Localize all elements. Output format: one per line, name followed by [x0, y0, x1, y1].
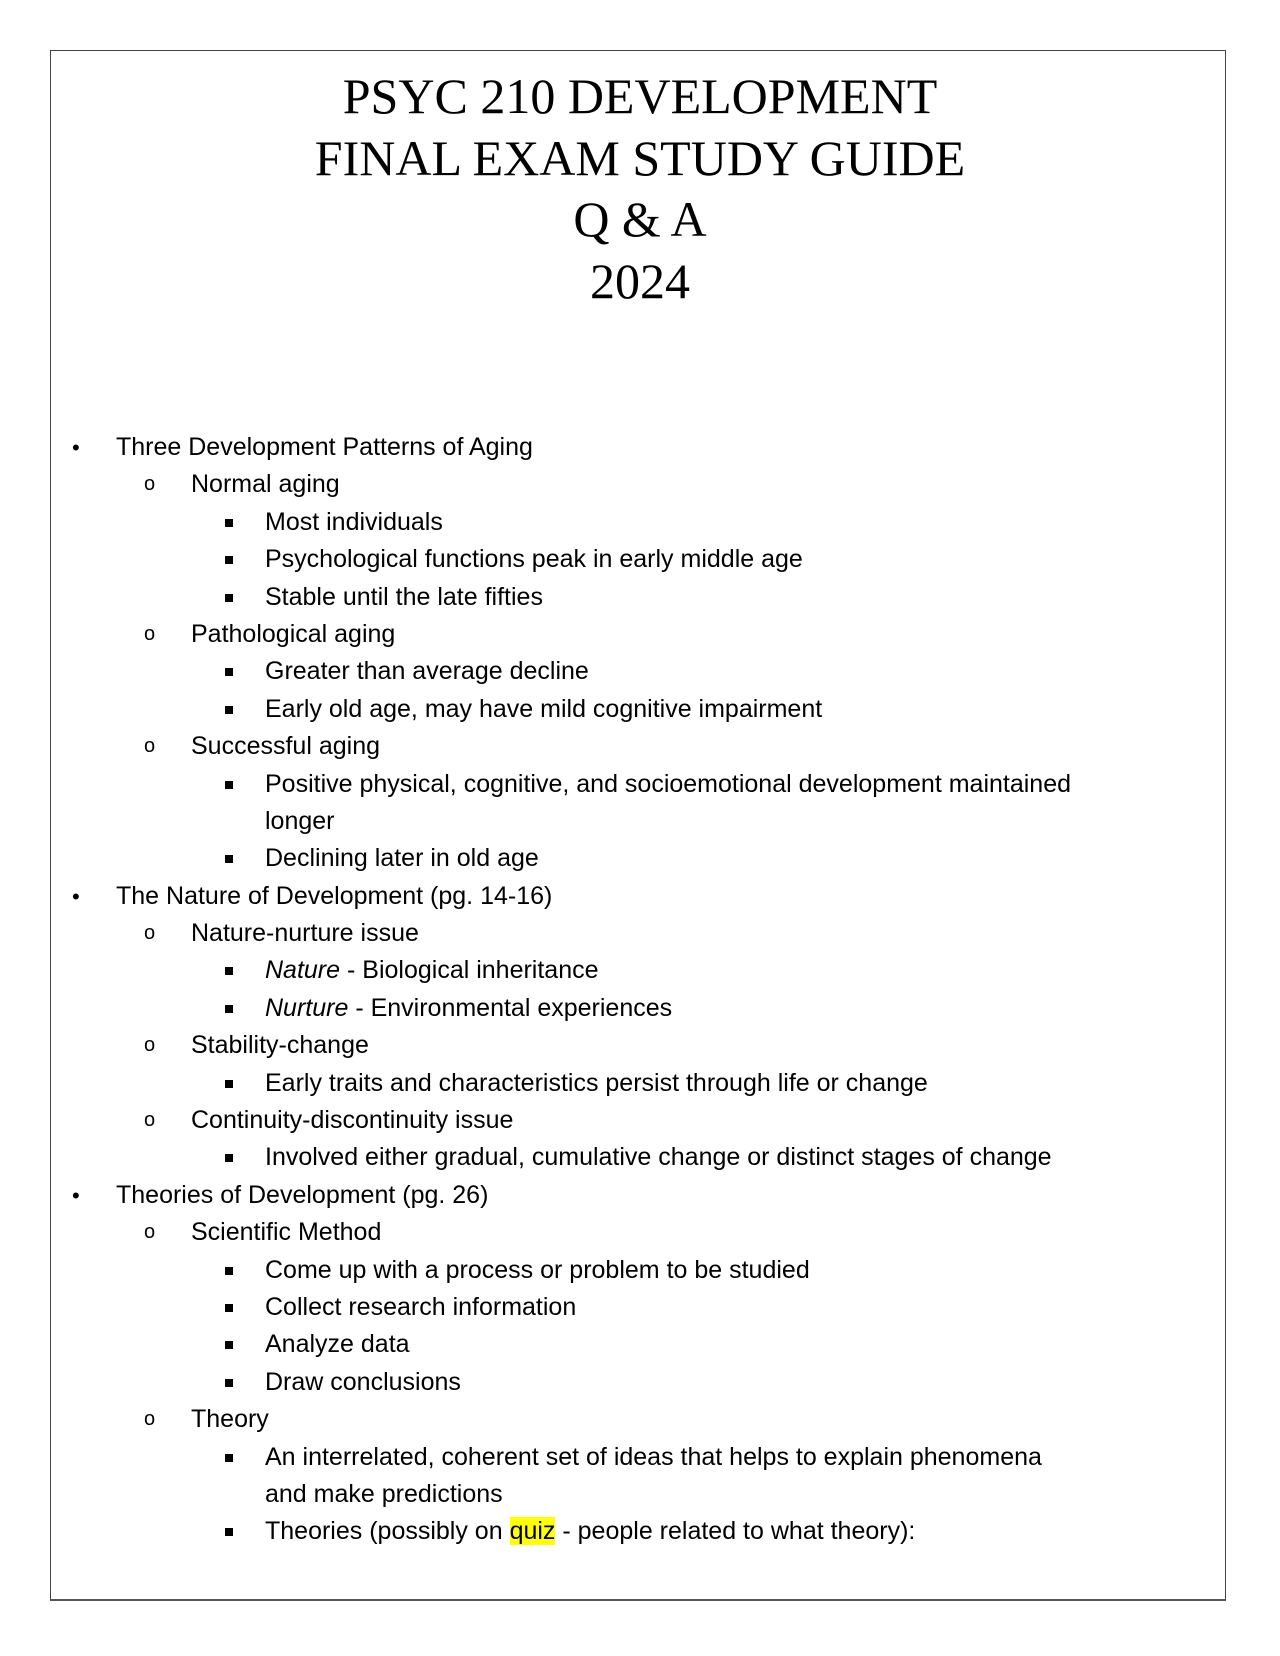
outline-item-level-2 — [0, 616, 1280, 653]
title-line: 2024 — [590, 252, 690, 309]
text: An interrelated, coherent set of ideas that helps to explain phenomena — [265, 1442, 1042, 1471]
outline-item-level-3 — [0, 1513, 1280, 1550]
outline-item-level-3 — [0, 504, 1280, 541]
text: Draw conclusions — [265, 1367, 461, 1396]
outline-item-level-3 — [0, 952, 1280, 989]
text: Three Development Patterns of Aging — [116, 433, 533, 461]
square-bullet-icon — [225, 556, 233, 564]
text: Come up with a process or problem to be studied — [265, 1255, 810, 1284]
outline-text — [265, 1513, 915, 1550]
outline-text — [191, 466, 340, 503]
outline-item-level-3 — [0, 990, 1280, 1027]
text: Scientific Method — [191, 1218, 382, 1247]
text: Pathological aging — [191, 619, 396, 648]
text: Theory — [191, 1405, 269, 1434]
square-bullet-icon — [225, 1080, 233, 1088]
outline-item-level-1 — [0, 429, 1280, 466]
outline-text — [265, 579, 543, 616]
text: - people related to what theory): — [555, 1517, 916, 1546]
outline-item-level-3 — [0, 579, 1280, 616]
outline-item-level-2 — [0, 728, 1280, 765]
outline-text — [191, 1401, 269, 1438]
text: Positive physical, cognitive, and socioemotional development maintained — [265, 769, 1072, 798]
outline-item-level-2 — [0, 1401, 1280, 1438]
outline-text — [265, 1139, 1052, 1176]
text: Psychological functions peak in early middle age — [265, 545, 803, 574]
square-bullet-icon — [225, 1267, 233, 1275]
outline-item-level-3 — [0, 1326, 1280, 1363]
square-bullet-icon — [225, 1154, 233, 1162]
outline-item-level-3 — [0, 1139, 1280, 1176]
outline-item-continuation — [0, 1476, 1280, 1513]
outline-text — [265, 691, 822, 728]
square-bullet-icon — [225, 855, 233, 863]
outline-text: and make predictions — [265, 1479, 503, 1508]
outline-text — [265, 990, 672, 1027]
outline-item-level-2 — [0, 1102, 1280, 1139]
outline-item-level-3 — [0, 653, 1280, 690]
square-bullet-icon — [225, 1454, 233, 1462]
text: Early traits and characteristics persist through life or change — [265, 1068, 928, 1097]
outline-text — [116, 878, 552, 915]
outline-item-level-2 — [0, 1214, 1280, 1251]
text: Successful aging — [191, 732, 381, 761]
text: Involved either gradual, cumulative change or distinct stages of change — [265, 1143, 1052, 1172]
text: Stability-change — [191, 1031, 369, 1060]
text: Theories of Development (pg. 26) — [116, 1180, 489, 1209]
square-bullet-icon — [225, 1379, 233, 1387]
outline-item-level-3 — [0, 691, 1280, 728]
circle-bullet-icon: o — [144, 1408, 156, 1431]
text: The Nature of Development (pg. 14-16) — [116, 881, 553, 910]
bullet-icon: • — [72, 1182, 80, 1208]
text: - Environmental experiences — [348, 993, 673, 1022]
outline-item-level-2 — [0, 1027, 1280, 1064]
text: Nature-nurture issue — [191, 919, 419, 948]
square-bullet-icon — [225, 1005, 233, 1013]
square-bullet-icon — [225, 967, 233, 975]
circle-bullet-icon: o — [144, 735, 156, 758]
square-bullet-icon — [225, 594, 233, 602]
document-title — [0, 66, 1280, 312]
text: Stable until the late fifties — [265, 582, 543, 611]
text: Collect research information — [265, 1292, 577, 1321]
outline-text — [265, 952, 599, 989]
outline-item-level-3 — [0, 1364, 1280, 1401]
outline-item-level-3 — [0, 1065, 1280, 1102]
highlighted-text: quiz — [509, 1517, 556, 1546]
outline-text — [191, 1214, 381, 1251]
text: Analyze data — [265, 1330, 410, 1359]
outline-item-level-3 — [0, 541, 1280, 578]
title-line: Q & A — [573, 191, 707, 247]
outline-text — [116, 429, 533, 466]
outline-item-level-3 — [0, 1252, 1280, 1289]
title-line: PSYC 210 DEVELOPMENT — [342, 68, 938, 124]
outline-text — [191, 1102, 513, 1139]
text: Normal aging — [191, 470, 340, 499]
outline-text — [265, 1065, 928, 1102]
outline-text — [265, 766, 1071, 803]
outline-item-level-3 — [0, 766, 1280, 803]
bullet-icon: • — [72, 883, 80, 909]
text: Greater than average decline — [265, 657, 589, 686]
outline-text — [265, 1364, 461, 1401]
study-outline — [0, 429, 1280, 1551]
outline-text — [265, 1252, 810, 1289]
circle-bullet-icon: o — [144, 922, 156, 945]
text: Declining later in old age — [265, 844, 539, 873]
text: Early old age, may have mild cognitive impairment — [265, 694, 823, 723]
circle-bullet-icon: o — [144, 1034, 156, 1057]
square-bullet-icon — [225, 519, 233, 527]
square-bullet-icon — [225, 1304, 233, 1312]
outline-item-level-3 — [0, 1439, 1280, 1476]
outline-text — [265, 504, 443, 541]
circle-bullet-icon: o — [144, 1109, 156, 1132]
square-bullet-icon — [225, 706, 233, 714]
text: Theories (possibly on — [265, 1517, 510, 1546]
bullet-icon: • — [72, 435, 80, 460]
outline-item-level-2 — [0, 915, 1280, 952]
square-bullet-icon — [225, 1341, 233, 1349]
outline-text — [191, 1027, 369, 1064]
outline-text — [265, 1289, 576, 1326]
outline-item-continuation — [0, 803, 1280, 840]
outline-text: longer — [265, 806, 335, 835]
square-bullet-icon — [225, 668, 233, 676]
circle-bullet-icon: o — [144, 1221, 156, 1244]
outline-item-level-1 — [0, 878, 1280, 915]
square-bullet-icon — [225, 1528, 233, 1536]
outline-item-level-3 — [0, 840, 1280, 877]
circle-bullet-icon: o — [144, 473, 156, 496]
outline-text — [265, 1439, 1042, 1476]
text: Most individuals — [265, 507, 443, 536]
outline-item-level-2 — [0, 466, 1280, 503]
outline-text — [116, 1177, 488, 1214]
outline-text — [265, 1326, 410, 1363]
term: Nurture — [265, 993, 349, 1022]
outline-item-level-3 — [0, 1289, 1280, 1326]
outline-item-level-1 — [0, 1177, 1280, 1214]
outline-text — [191, 915, 419, 952]
text: - Biological inheritance — [340, 956, 599, 985]
outline-text — [265, 840, 539, 877]
term: Nature — [265, 956, 341, 985]
circle-bullet-icon: o — [144, 622, 156, 645]
outline-text — [265, 653, 589, 690]
outline-text — [191, 616, 395, 653]
outline-text — [265, 541, 803, 578]
text: Continuity-discontinuity issue — [191, 1106, 514, 1135]
title-line: FINAL EXAM STUDY GUIDE — [314, 129, 966, 186]
outline-text — [191, 728, 380, 765]
square-bullet-icon — [225, 781, 233, 789]
